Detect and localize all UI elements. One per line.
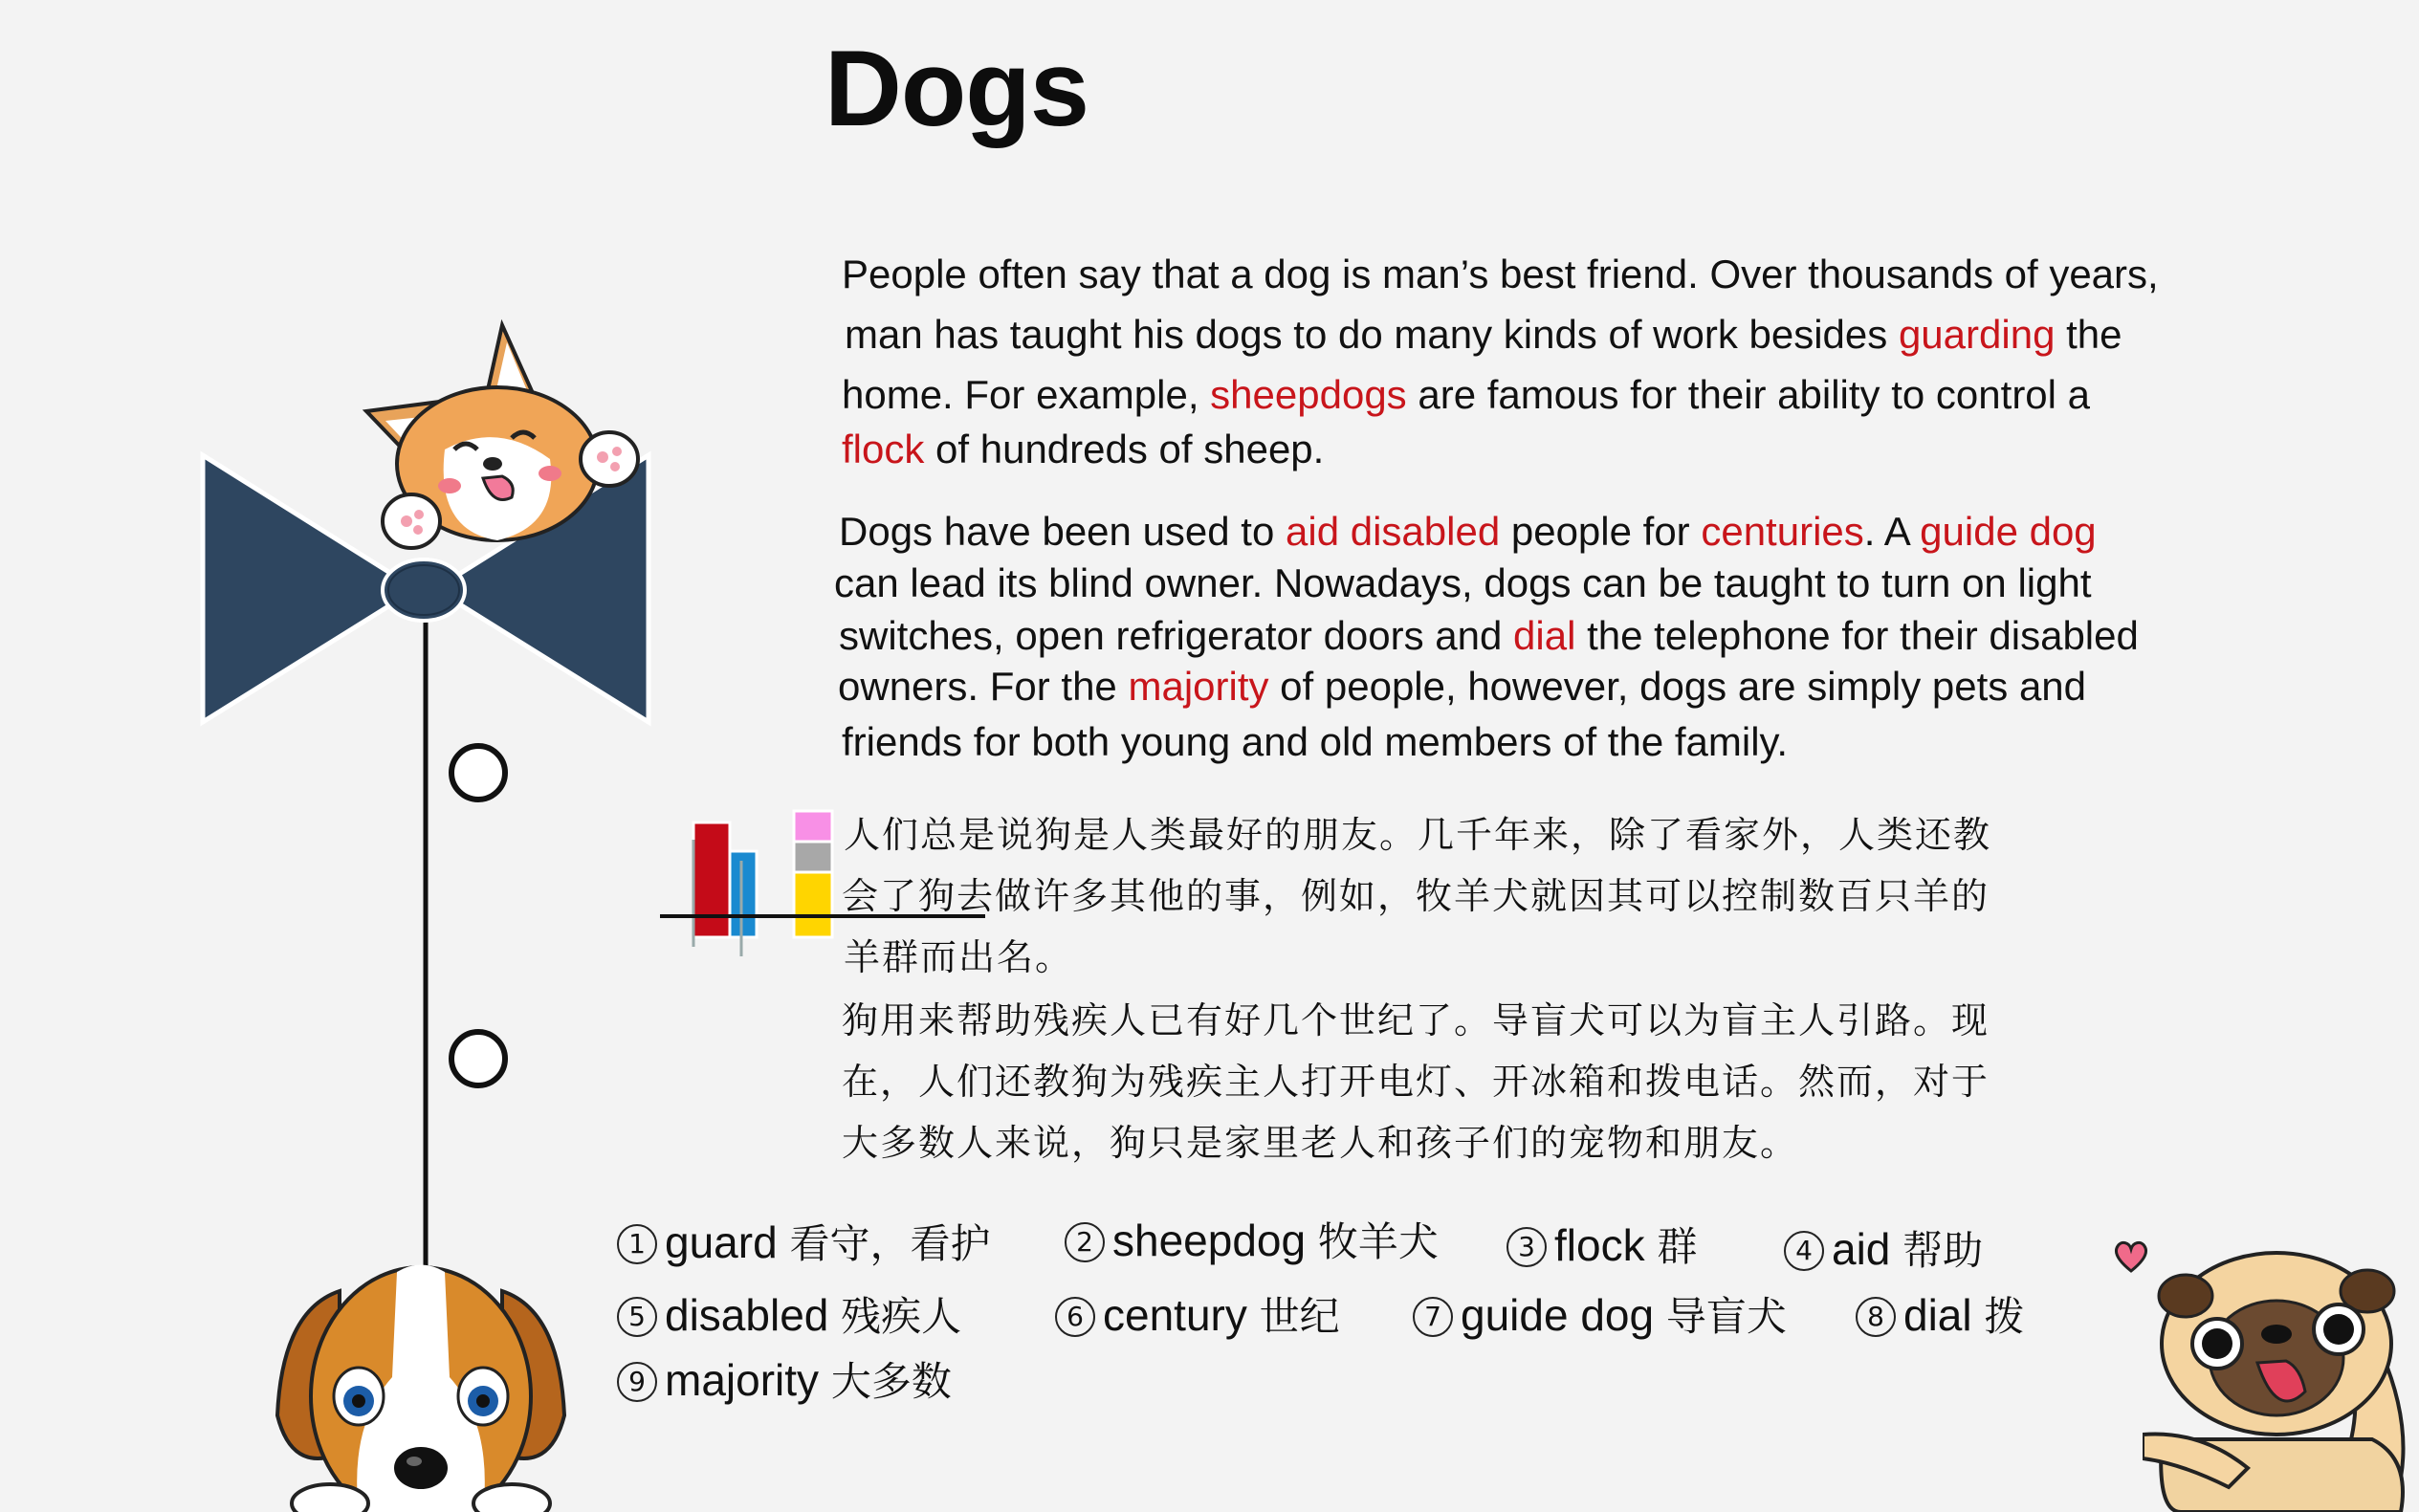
text: the xyxy=(2055,312,2122,357)
vocab-item xyxy=(617,1285,961,1343)
text: people for xyxy=(1500,509,1702,554)
text: of hundreds of sheep. xyxy=(924,427,1325,471)
number-badge: 8 xyxy=(1856,1297,1896,1337)
vocab-word: century xyxy=(1103,1290,1247,1340)
translation-line6: 大多数人来说，狗只是家里老人和孩子们的宠物和朋友。 xyxy=(842,1122,1799,1164)
vocab-meaning: 帮助 xyxy=(1902,1227,1984,1274)
paragraph2-line3 xyxy=(839,613,2139,659)
gray-bar xyxy=(794,842,832,872)
vocab-word: aid xyxy=(1832,1224,1891,1274)
vocab-meaning: 导盲犬 xyxy=(1665,1293,1787,1340)
corgi-dog-icon xyxy=(359,316,646,593)
paragraph2-line2: can lead its blind owner. Nowadays, dogs can be taught to turn on light xyxy=(834,560,2092,605)
paragraph2-line1 xyxy=(839,509,2097,555)
vocab-item xyxy=(617,1350,952,1408)
keyword-centuries: centuries xyxy=(1701,509,1864,554)
keyword-aid-disabled: aid disabled xyxy=(1286,509,1501,554)
number-badge: 4 xyxy=(1784,1231,1824,1271)
paragraph1-line3 xyxy=(842,372,2090,418)
vocab-item xyxy=(1856,1285,2024,1343)
vocab-word: sheepdog xyxy=(1112,1216,1307,1265)
text: the telephone for their disabled xyxy=(1575,613,2139,658)
vocab-item xyxy=(1065,1211,1439,1268)
paragraph1-line1: People often say that a dog is man’s best friend. Over thousands of years, xyxy=(842,252,2159,296)
beagle-dog-icon xyxy=(273,1253,569,1512)
vocab-item xyxy=(1506,1216,1697,1273)
number-badge: 6 xyxy=(1055,1297,1095,1337)
keyword-dial: dial xyxy=(1513,613,1576,658)
vocab-item xyxy=(617,1213,990,1270)
keyword-flock: flock xyxy=(842,427,925,471)
translation-line2: 会了狗去做许多其他的事，例如，牧羊犬就因其可以控制数百只羊的 xyxy=(842,875,1990,917)
paragraph2-line5: friends for both young and old members of the family. xyxy=(842,719,1789,764)
yellow-bar xyxy=(794,872,832,937)
keyword-majority: majority xyxy=(1128,664,1269,709)
vocab-meaning: 看守，看护 xyxy=(789,1220,991,1267)
red-bar xyxy=(693,822,730,937)
number-badge: 5 xyxy=(617,1297,657,1337)
translation-line3: 羊群而出名。 xyxy=(844,936,1074,978)
translation-line5: 在，人们还教狗为残疾主人打开电灯、开冰箱和拨电话。然而，对于 xyxy=(842,1061,1990,1103)
vocab-word: flock xyxy=(1554,1220,1645,1270)
vocab-meaning: 残疾人 xyxy=(841,1293,962,1340)
vocab-meaning: 世纪 xyxy=(1259,1293,1340,1340)
vocab-meaning: 大多数 xyxy=(830,1358,952,1405)
number-badge: 1 xyxy=(617,1224,657,1264)
text: owners. For the xyxy=(838,664,1129,709)
translation-line1: 人们总是说狗是人类最好的朋友。几千年来，除了看家外，人类还教 xyxy=(844,814,1992,856)
text: . A xyxy=(1863,509,1921,554)
text: switches, open refrigerator doors and xyxy=(839,613,1514,658)
pink-bar xyxy=(794,811,832,842)
vocab-meaning: 牧羊犬 xyxy=(1317,1218,1439,1265)
text: man has taught his dogs to do many kinds of work besides xyxy=(845,312,1899,357)
number-badge: 3 xyxy=(1506,1227,1547,1267)
text: are famous for their ability to control a xyxy=(1406,372,2091,417)
text: Dogs have been used to xyxy=(839,509,1286,554)
number-badge: 2 xyxy=(1065,1222,1105,1262)
keyword-guarding: guarding xyxy=(1898,312,2056,357)
text: home. For example, xyxy=(842,372,1211,417)
keyword-sheepdogs: sheepdogs xyxy=(1210,372,1407,417)
text: of people, however, dogs are simply pets and xyxy=(1268,664,2087,709)
vocab-word: guide dog xyxy=(1461,1290,1655,1340)
translation-line4: 狗用来帮助残疾人已有好几个世纪了。导盲犬可以为盲主人引路。现 xyxy=(842,999,1990,1041)
vocab-item xyxy=(1413,1285,1787,1343)
vocab-word: guard xyxy=(665,1217,778,1267)
vocab-meaning: 拨 xyxy=(1984,1293,2025,1340)
vocab-word: dial xyxy=(1903,1290,1972,1340)
vocab-word: disabled xyxy=(665,1290,829,1340)
vocab-meaning: 群 xyxy=(1657,1223,1698,1270)
paragraph1-line2 xyxy=(845,312,2122,358)
number-badge: 7 xyxy=(1413,1297,1453,1337)
pug-dog-icon xyxy=(2143,1248,2419,1512)
vocab-item xyxy=(1055,1285,1340,1343)
blue-bar xyxy=(730,851,757,937)
paragraph1-line4 xyxy=(842,427,1324,472)
paragraph2-line4 xyxy=(838,664,2086,710)
number-badge: 9 xyxy=(617,1362,657,1402)
keyword-guide-dog: guide dog xyxy=(1920,509,2097,554)
page-title: Dogs xyxy=(825,29,1089,148)
vocab-word: majority xyxy=(665,1355,820,1405)
vocab-item xyxy=(1784,1219,1983,1277)
